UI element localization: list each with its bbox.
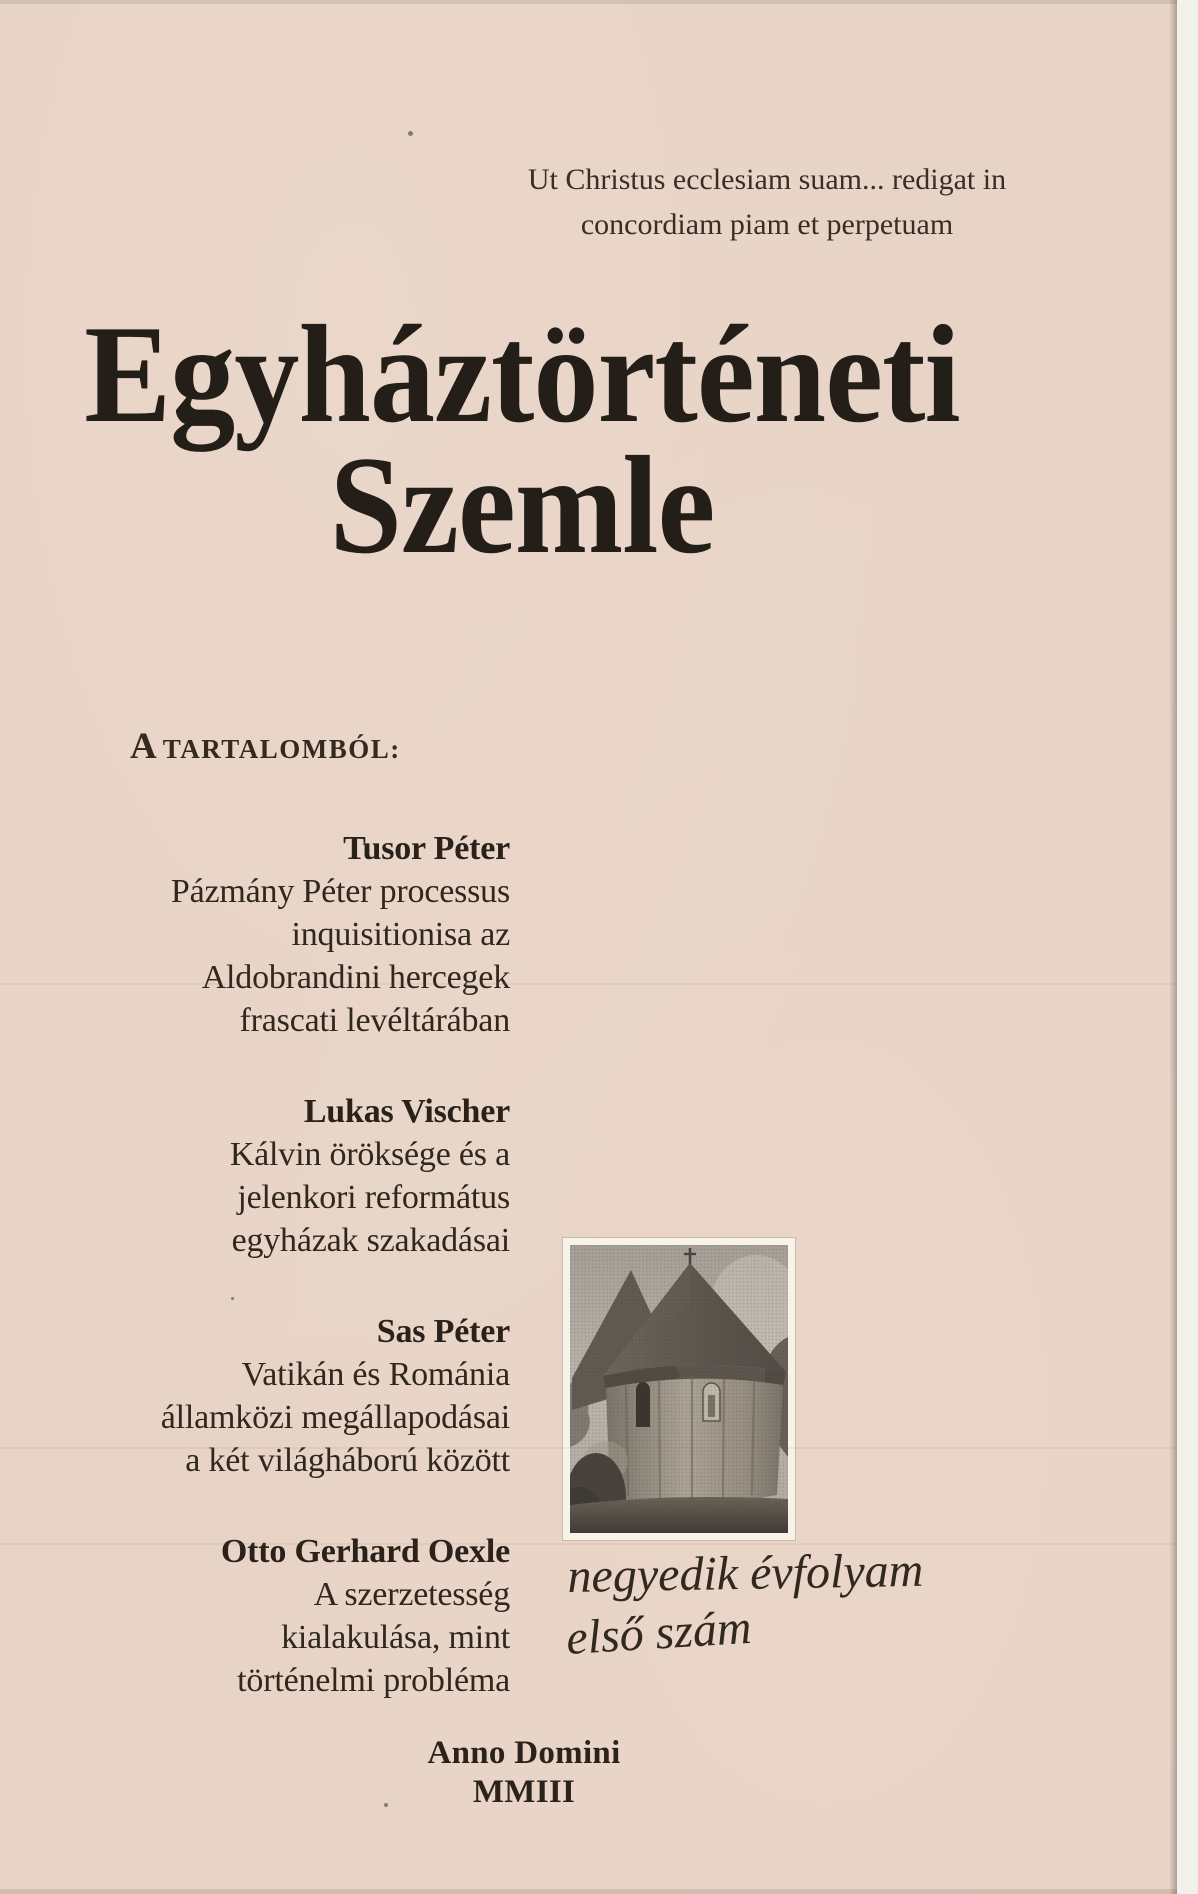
entry-title-line: jelenkori református bbox=[237, 1179, 510, 1216]
contents-heading bbox=[130, 725, 401, 768]
entry-title-line: egyházak szakadásai bbox=[231, 1222, 510, 1259]
entry-title-line: Kálvin öröksége és a bbox=[229, 1136, 510, 1173]
contents-heading-text: TARTALOMBÓL: bbox=[162, 734, 401, 764]
contents-entry bbox=[85, 1310, 510, 1482]
church-photo-illustration bbox=[570, 1245, 788, 1533]
motto-line-1: Ut Christus ecclesiam suam... redigat in bbox=[527, 163, 1007, 196]
contents-heading-initial: A bbox=[130, 726, 157, 767]
latin-motto bbox=[467, 157, 1067, 247]
entry-author: Otto Gerhard Oexle bbox=[220, 1533, 510, 1570]
contents-entry bbox=[85, 1530, 510, 1702]
entry-author: Lukas Vischer bbox=[303, 1093, 510, 1130]
entry-title-line: államközi megállapodásai bbox=[160, 1399, 510, 1436]
entry-title-line: A szerzetesség bbox=[313, 1576, 510, 1613]
scanner-background-strip bbox=[1177, 0, 1198, 1894]
motto-line-2: concordiam piam et perpetuam bbox=[580, 208, 954, 241]
entry-author: Tusor Péter bbox=[343, 830, 510, 867]
scan-speck bbox=[408, 131, 413, 136]
scan-speck bbox=[231, 1297, 234, 1300]
issue-volume: negyedik évfolyam bbox=[567, 1543, 924, 1604]
paper-crease bbox=[0, 1447, 1177, 1449]
page-top-edge bbox=[0, 0, 1177, 4]
entry-title-line: Vatikán és Románia bbox=[241, 1356, 510, 1393]
entry-title-line: inquisitionisa az bbox=[291, 916, 510, 953]
journal-title-line-2: Szemle bbox=[329, 428, 715, 583]
contents-list bbox=[85, 827, 510, 1702]
entry-title-line: frascati levéltárában bbox=[239, 1002, 510, 1039]
contents-entry bbox=[85, 827, 510, 1042]
entry-title-line: Aldobrandini hercegek bbox=[201, 959, 510, 996]
entry-title-line: kialakulása, mint bbox=[281, 1619, 510, 1656]
paper-crease bbox=[0, 1543, 1177, 1545]
page-bottom-edge bbox=[0, 1889, 1177, 1894]
imprint bbox=[274, 1734, 774, 1812]
church-photo bbox=[563, 1238, 795, 1540]
entry-author: Sas Péter bbox=[376, 1313, 510, 1350]
issue-number: első szám bbox=[564, 1600, 753, 1666]
paper-crease bbox=[0, 983, 1177, 985]
entry-title-line: Pázmány Péter processus bbox=[170, 873, 510, 910]
entry-title-line: történelmi probléma bbox=[237, 1662, 510, 1699]
journal-title-line-1: Egyháztörténeti bbox=[84, 297, 960, 452]
imprint-line-1: Anno Domini bbox=[427, 1735, 621, 1771]
journal-title bbox=[37, 297, 1008, 583]
entry-title-line: a két világháború között bbox=[185, 1442, 510, 1479]
contents-entry bbox=[85, 1090, 510, 1262]
scan-speck bbox=[384, 1803, 388, 1807]
imprint-line-2: MMIII bbox=[472, 1774, 576, 1810]
